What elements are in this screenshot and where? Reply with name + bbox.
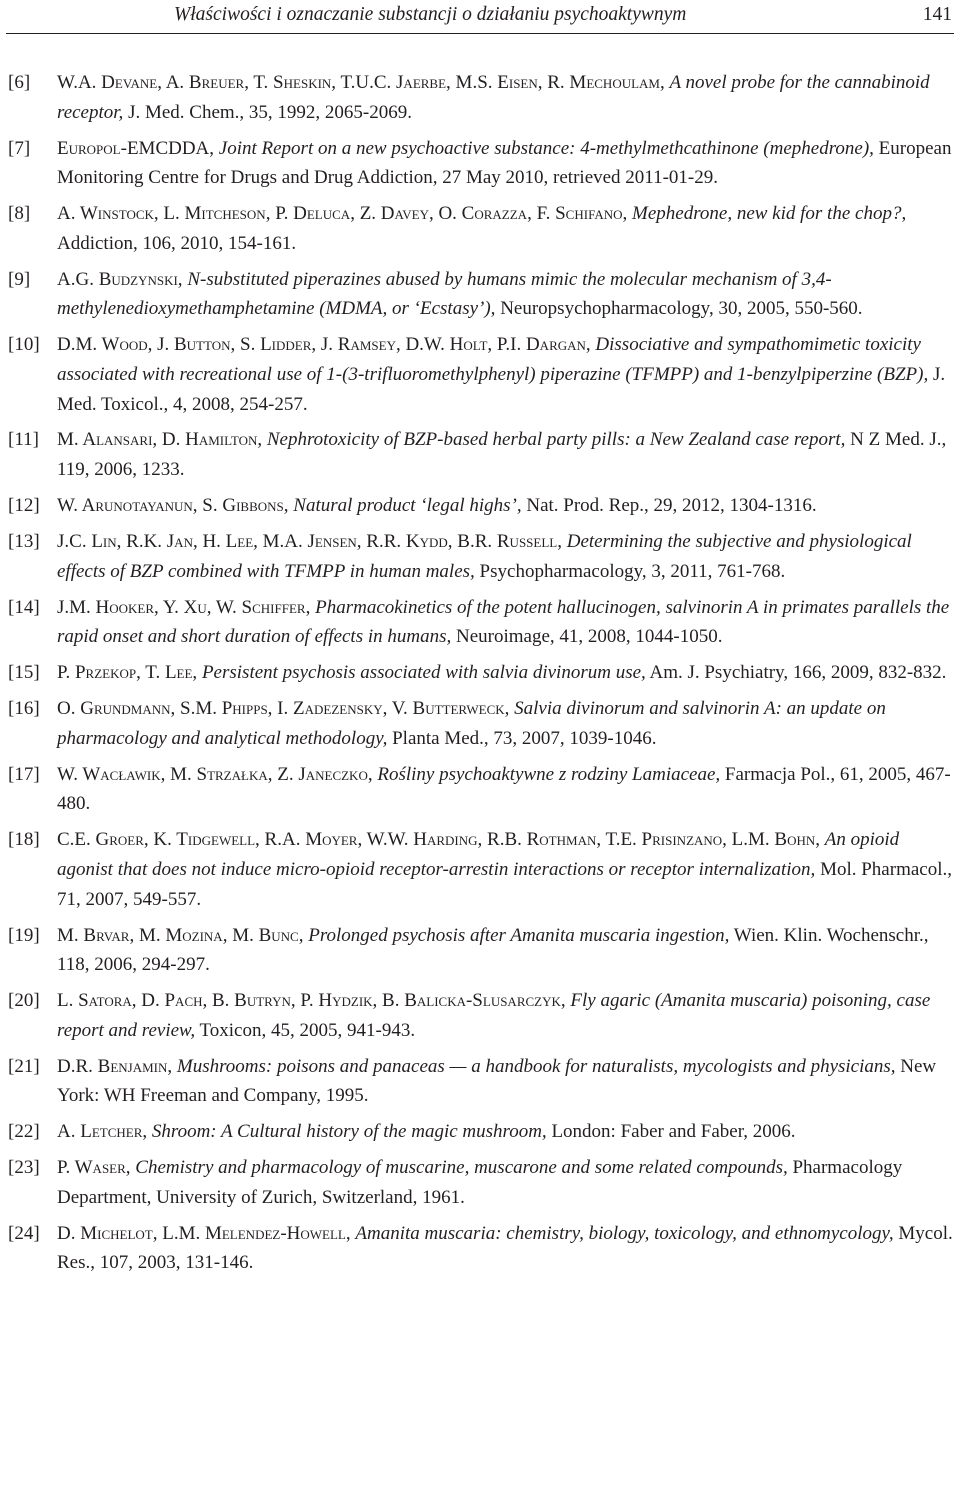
reference-title: Amanita muscaria: chemistry, biology, toxicology, and ethnomycology,	[355, 1222, 894, 1244]
reference-number: [21]	[8, 1055, 40, 1077]
reference-authors: O. Grundmann, S.M. Phipps, I. Zadezensky, V. Butterweck,	[57, 698, 510, 720]
reference-item	[0, 68, 960, 127]
reference-item	[0, 265, 960, 324]
running-title: Właściwości i oznaczanie substancji o działaniu psychoaktywnym	[174, 4, 687, 25]
reference-item	[0, 330, 960, 419]
reference-item	[0, 986, 960, 1045]
reference-title: Rośliny psychoaktywne z rodziny Lamiaceae,	[377, 763, 721, 785]
reference-source: Wien. Klin. Wochenschr., 118, 2006, 294-297.	[57, 924, 929, 976]
reference-authors: W. Wacławik, M. Strzałka, Z. Janeczko,	[57, 763, 373, 785]
reference-title: Natural product ‘legal highs’,	[293, 495, 522, 517]
reference-item	[0, 760, 960, 819]
reference-authors: P. Waser,	[57, 1157, 131, 1179]
reference-title: A novel probe for the cannabinoid receptor,	[57, 72, 930, 123]
reference-number: [10]	[8, 334, 40, 356]
reference-number: [6]	[8, 72, 31, 93]
reference-title: Chemistry and pharmacology of muscarine, muscarone and some related compounds,	[135, 1157, 788, 1179]
reference-number: [23]	[8, 1157, 40, 1179]
reference-authors: J.C. Lin, R.K. Jan, H. Lee, M.A. Jensen, R.R. Kydd, B.R. Russell,	[57, 531, 562, 553]
reference-title: Pharmacokinetics of the potent hallucinogen, salvinorin A in primates parallels the rapid onset and short duration of effects in humans,	[57, 596, 950, 648]
reference-source: Pharmacology Department, University of Zurich, Switzerland, 1961.	[57, 1157, 903, 1208]
reference-title: N-substituted piperazines abused by humans mimic the molecular mechanism of 3,4-methylenedioxymethamphetamine (MDMA, or ‘Ecstasy’),	[57, 268, 832, 320]
reference-source: Toxicon, 45, 2005, 941-943.	[199, 1019, 416, 1041]
reference-item	[0, 1117, 960, 1147]
reference-item	[0, 491, 960, 521]
reference-source: Farmacja Pol., 61, 2005, 467-480.	[57, 763, 951, 815]
reference-authors: W. Arunotayanun, S. Gibbons,	[57, 495, 289, 517]
reference-number: [15]	[8, 662, 40, 684]
reference-authors: D. Michelot, L.M. Melendez-Howell,	[57, 1222, 351, 1244]
reference-source: London: Faber and Faber, 2006.	[551, 1121, 796, 1143]
reference-authors: C.E. Groer, K. Tidgewell, R.A. Moyer, W.W. Harding, R.B. Rothman, T.E. Prisinzano, L.M. Bohn,	[57, 829, 821, 851]
reference-authors: A. Winstock, L. Mitcheson, P. Deluca, Z. Davey, O. Corazza, F. Schifano,	[57, 203, 628, 225]
reference-title: Shroom: A Cultural history of the magic mushroom,	[151, 1121, 547, 1143]
reference-title: Salvia divinorum and salvinorin A: an update on pharmacology and analytical methodology,	[57, 698, 886, 749]
reference-title: Mephedrone, new kid for the chop?	[632, 203, 902, 225]
reference-authors: D.R. Benjamin,	[57, 1055, 173, 1077]
reference-source: Nat. Prod. Rep., 29, 2012, 1304-1316.	[526, 495, 817, 517]
reference-number: [18]	[8, 829, 40, 851]
reference-item	[0, 825, 960, 914]
reference-number: [20]	[8, 990, 40, 1012]
reference-title: Persistent psychosis associated with salvia divinorum use,	[201, 662, 646, 684]
reference-source: N Z Med. J., 119, 2006, 1233.	[57, 429, 947, 481]
running-header	[0, 0, 960, 38]
reference-source: , Addiction, 106, 2010, 154-161.	[57, 203, 907, 254]
reference-item	[0, 527, 960, 586]
reference-number: [8]	[8, 203, 31, 225]
reference-title: Determining the subjective and physiological effects of BZP combined with TFMPP in human males,	[57, 531, 912, 582]
reference-authors: D.M. Wood, J. Button, S. Lidder, J. Ramsey, D.W. Holt, P.I. Dargan,	[57, 334, 591, 356]
reference-source: Mol. Pharmacol., 71, 2007, 549-557.	[57, 858, 952, 910]
reference-list	[0, 68, 960, 1284]
reference-authors: A. Letcher,	[57, 1121, 148, 1143]
reference-number: [7]	[8, 137, 31, 159]
reference-title: Dissociative and sympathomimetic toxicity associated with recreational use of 1-(3-trifluoromethylphenyl) piperazine (TFMPP) and 1-benzylpiperzine (BZP),	[57, 334, 929, 385]
reference-authors: W.A. Devane, A. Breuer, T. Sheskin, T.U.C. Jaerbe, M.S. Eisen, R. Mechoulam,	[57, 72, 665, 93]
reference-source: Psychopharmacology, 3, 2011, 761-768.	[479, 560, 786, 582]
reference-number: [13]	[8, 531, 40, 553]
reference-item	[0, 593, 960, 652]
reference-source: European Monitoring Centre for Drugs and Drug Addiction, 27 May 2010, retrieved 2011-01-29.	[57, 137, 952, 189]
reference-title: Mushrooms: poisons and panaceas — a handbook for naturalists, mycologists and physicians,	[176, 1055, 896, 1077]
reference-item	[0, 425, 960, 484]
reference-item	[0, 1052, 960, 1111]
reference-item	[0, 1219, 960, 1278]
reference-number: [22]	[8, 1121, 40, 1143]
reference-number: [16]	[8, 698, 40, 720]
header-rule	[6, 33, 954, 34]
reference-source: Am. J. Psychiatry, 166, 2009, 832-832.	[649, 662, 947, 684]
reference-number: [11]	[8, 429, 39, 451]
reference-number: [9]	[8, 268, 31, 290]
reference-authors: M. Alansari, D. Hamilton,	[57, 429, 263, 451]
reference-authors: A.G. Budzynski,	[57, 268, 183, 290]
reference-item	[0, 658, 960, 688]
reference-source: Neuropsychopharmacology, 30, 2005, 550-560.	[500, 298, 863, 320]
page-number: 141	[922, 4, 952, 25]
reference-authors: J.M. Hooker, Y. Xu, W. Schiffer,	[57, 596, 311, 618]
reference-authors: Europol-EMCDDA,	[57, 137, 215, 159]
reference-source: J. Med. Toxicol., 4, 2008, 254-257.	[57, 363, 946, 415]
reference-authors: L. Satora, D. Pach, B. Butryn, P. Hydzik, B. Balicka-Slusarczyk,	[57, 990, 566, 1012]
reference-source: Neuroimage, 41, 2008, 1044-1050.	[456, 626, 723, 648]
reference-title: An opioid agonist that does not induce micro-opioid receptor-arrestin interactions or receptor internalization,	[57, 829, 900, 880]
reference-item	[0, 921, 960, 980]
reference-source: New York: WH Freeman and Company, 1995.	[57, 1055, 937, 1107]
reference-number: [17]	[8, 763, 40, 785]
reference-item	[0, 199, 960, 258]
reference-title: Fly agaric (Amanita muscaria) poisoning, case report and review,	[57, 990, 931, 1041]
reference-number: [24]	[8, 1222, 40, 1244]
reference-authors: M. Brvar, M. Mozina, M. Bunc,	[57, 924, 304, 946]
reference-number: [14]	[8, 596, 40, 618]
reference-source: Planta Med., 73, 2007, 1039-1046.	[392, 727, 657, 749]
reference-source: Mycol. Res., 107, 2003, 131-146.	[57, 1222, 953, 1274]
reference-number: [12]	[8, 495, 40, 517]
reference-title: Joint Report on a new psychoactive substance: 4-methylmethcathinone (mephedrone),	[218, 137, 874, 159]
reference-number: [19]	[8, 924, 40, 946]
reference-title: Nephrotoxicity of BZP-based herbal party pills: a New Zealand case report,	[266, 429, 846, 451]
reference-item	[0, 134, 960, 193]
reference-authors: P. Przekop, T. Lee,	[57, 662, 198, 684]
reference-item	[0, 1153, 960, 1212]
reference-item	[0, 694, 960, 753]
reference-title: Prolonged psychosis after Amanita muscaria ingestion,	[308, 924, 730, 946]
reference-source: J. Med. Chem., 35, 1992, 2065-2069.	[128, 101, 412, 123]
